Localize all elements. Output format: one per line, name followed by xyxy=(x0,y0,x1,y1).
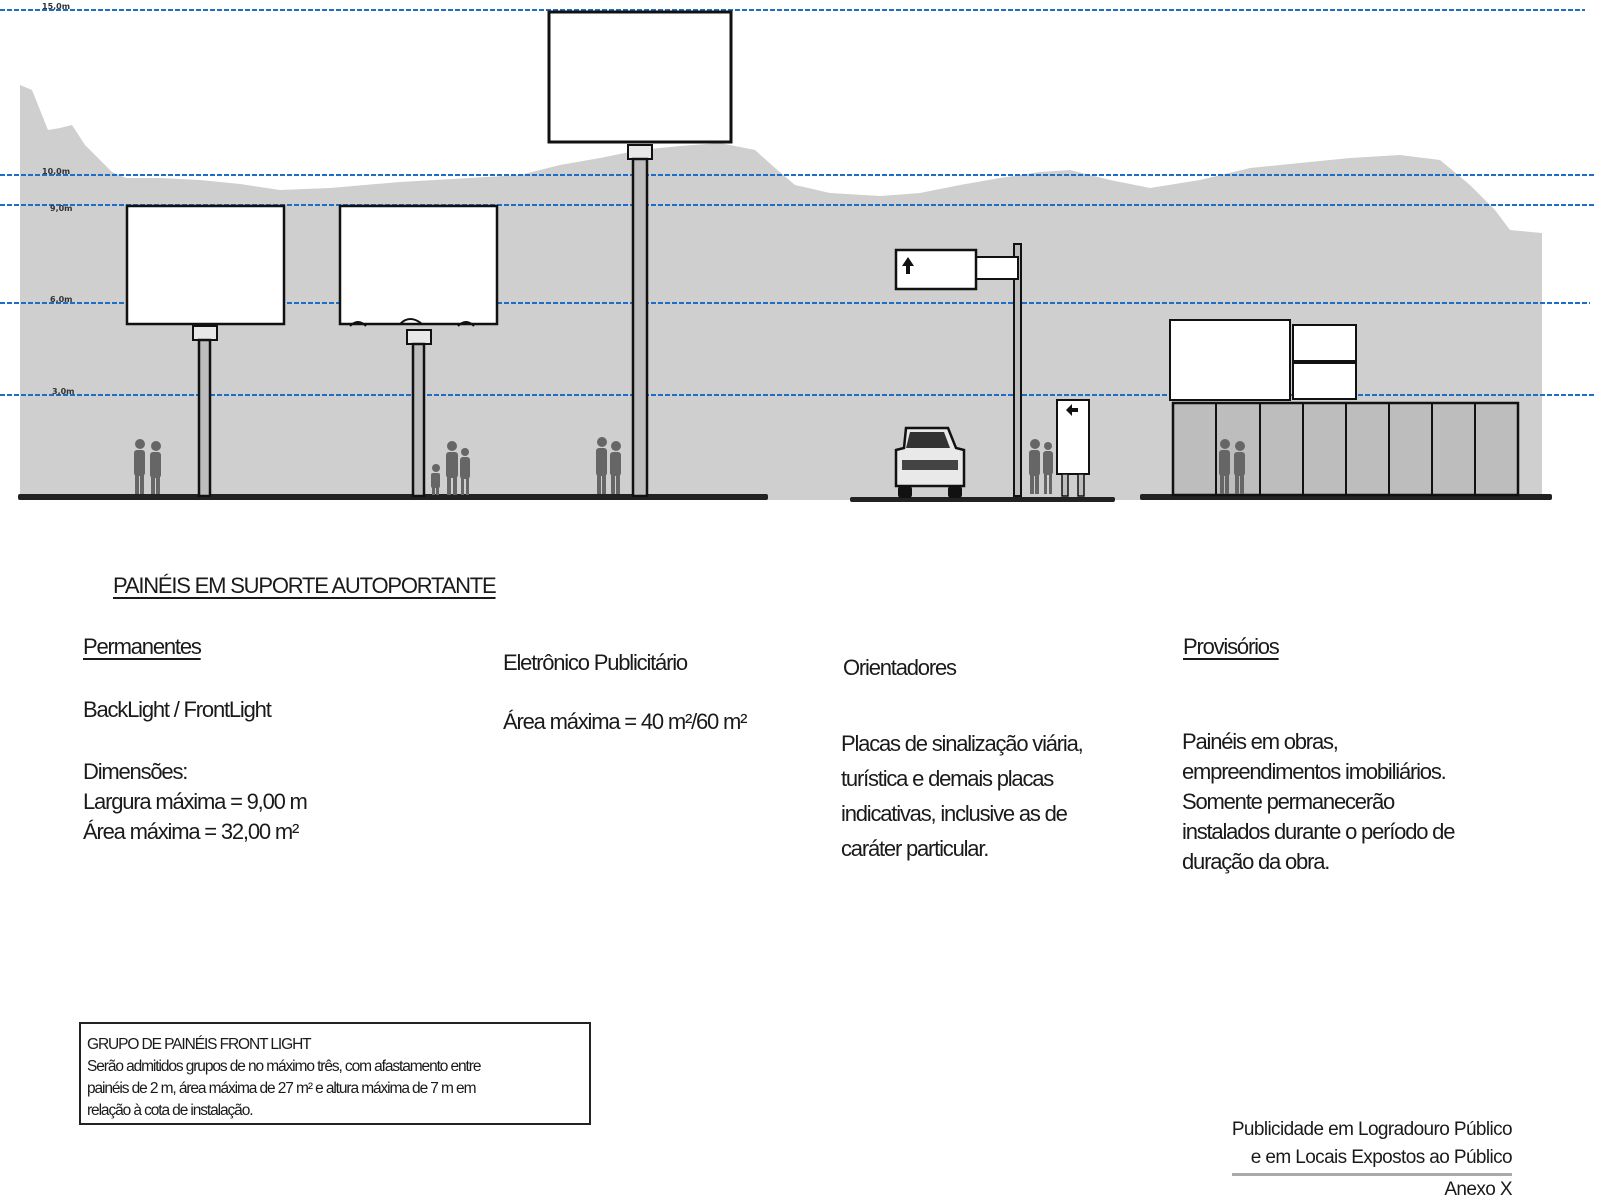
orientadores-line: turística e demais placas xyxy=(841,766,1054,791)
provisorios-line: Painéis em obras, xyxy=(1182,729,1338,754)
caption-line-1: Publicidade em Logradouro Público xyxy=(1231,1119,1512,1140)
largura-maxima: Largura máxima = 9,00 m xyxy=(83,789,307,814)
group-note-line: painéis de 2 m, área máxima de 27 m² e altura máxima de 7 m em xyxy=(87,1080,476,1097)
height-label-10: 10,0m xyxy=(42,167,71,176)
provisorios-description xyxy=(1182,727,1454,877)
provisorios-line: empreendimentos imobiliários. xyxy=(1182,759,1446,784)
permanentes-heading: Permanentes xyxy=(83,634,201,659)
eletronico-heading: Eletrônico Publicitário xyxy=(503,650,687,675)
height-label-6: 6,0m xyxy=(50,295,73,304)
orientadores-line: indicativas, inclusive as de xyxy=(841,801,1067,826)
area-maxima: Área máxima = 32,00 m² xyxy=(83,819,299,844)
group-note-title: GRUPO DE PAINÉIS FRONT LIGHT xyxy=(87,1036,311,1053)
provisorios-line: duração da obra. xyxy=(1182,849,1330,874)
orientadores-line: caráter particular. xyxy=(841,836,989,861)
provisorios-line: Somente permanecerão xyxy=(1182,789,1395,814)
group-panels-note xyxy=(79,1022,591,1125)
eletronico-area: Área máxima = 40 m²/60 m² xyxy=(503,709,747,734)
orientadores-description xyxy=(841,726,1083,866)
annex-caption xyxy=(1232,1116,1512,1204)
height-label-9: 9,0m xyxy=(50,204,73,213)
orientadores-line: Placas de sinalização viária, xyxy=(841,731,1083,756)
annex-label: Anexo X xyxy=(1444,1179,1512,1200)
caption-line-2: e em Locais Expostos ao Público xyxy=(1232,1144,1512,1176)
permanentes-type: BackLight / FrontLight xyxy=(83,697,271,722)
permanentes-dimensions xyxy=(83,757,307,847)
provisorios-heading: Provisórios xyxy=(1183,634,1279,659)
height-label-3: 3,0m xyxy=(52,387,75,396)
dimensions-label: Dimensões: xyxy=(83,759,188,784)
group-note-line: relação à cota de instalação. xyxy=(87,1102,253,1119)
provisorios-line: instalados durante o período de xyxy=(1182,819,1455,844)
height-label-15: 15,0m xyxy=(42,2,71,11)
group-note-line: Serão admitidos grupos de no máximo três, com afastamento entre xyxy=(87,1058,481,1075)
orientadores-heading: Orientadores xyxy=(843,655,956,680)
section-title: PAINÉIS EM SUPORTE AUTOPORTANTE xyxy=(113,573,496,598)
elevation-drawing xyxy=(0,0,1600,510)
